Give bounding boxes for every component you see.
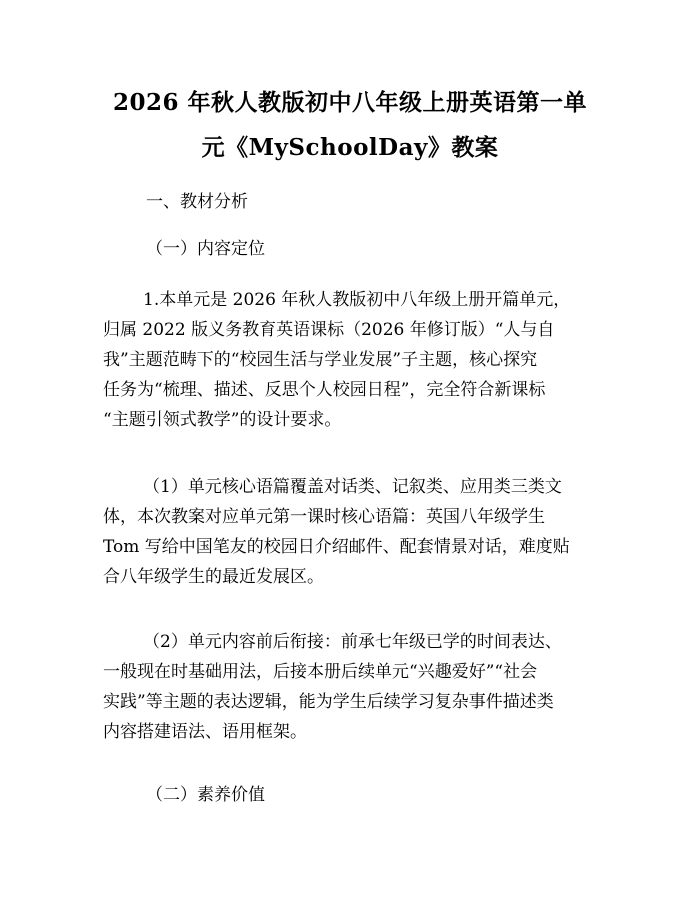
paragraph-line: 内容搭建语法、语用框架。: [103, 722, 307, 742]
paragraph-core-texts: [103, 472, 603, 592]
paragraph-line: Tom 写给中国笔友的校园日介绍邮件、配套情景对话，难度贴: [103, 537, 570, 557]
paragraph-line: “主题引领式教学”的设计要求。: [103, 410, 342, 430]
subsection-heading-content-positioning: （一）内容定位: [146, 239, 265, 259]
paragraph-content-connection: [103, 627, 603, 747]
section-heading-textbook-analysis: 一、教材分析: [146, 192, 248, 212]
document-title-line-2: 元《MySchoolDay》教案: [201, 134, 499, 161]
paragraph-unit-overview: [103, 285, 603, 435]
paragraph-line: 1.本单元是 2026 年秋人教版初中八年级上册开篇单元，: [143, 290, 571, 310]
document-title-line-1: 2026 年秋人教版初中八年级上册英语第一单: [112, 89, 588, 116]
paragraph-line: 我”主题范畴下的“校园生活与学业发展”子主题，核心探究: [103, 350, 538, 370]
paragraph-line: （2）单元内容前后衔接：前承七年级已学的时间表达、: [143, 632, 562, 652]
paragraph-line: 实践”等主题的表达逻辑，能为学生后续学习复杂事件描述类: [103, 692, 554, 712]
paragraph-line: 合八年级学生的最近发展区。: [103, 567, 324, 587]
paragraph-line: 体，本次教案对应单元第一课时核心语篇：英国八年级学生: [103, 507, 545, 527]
paragraph-line: 一般现在时基础用法，后接本册后续单元“兴趣爱好”“社会: [103, 662, 538, 682]
paragraph-line: 任务为“梳理、描述、反思个人校园日程”，完全符合新课标: [103, 380, 546, 400]
paragraph-line: （1）单元核心语篇覆盖对话类、记叙类、应用类三类文: [143, 477, 562, 497]
paragraph-line: 归属 2022 版义务教育英语课标（2026 年修订版）“人与自: [103, 320, 555, 340]
subsection-heading-literacy-value: （二）素养价值: [146, 785, 265, 805]
